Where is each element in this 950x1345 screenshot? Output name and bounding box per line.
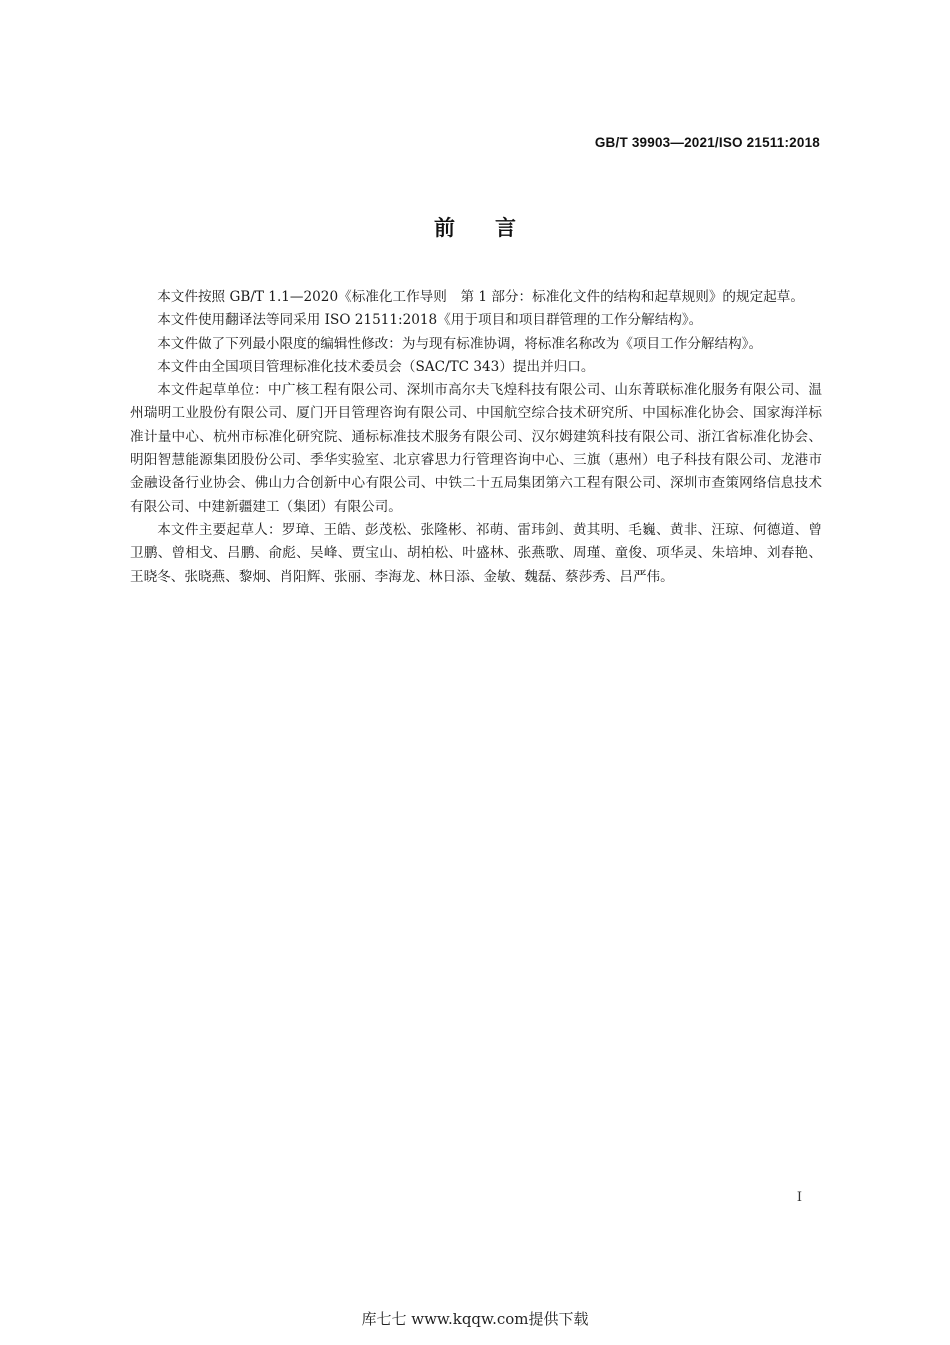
download-footer: 库七七 www.kqqw.com提供下载 [361,1310,589,1328]
paragraph-drafting-rules: 本文件按照 GB/T 1.1—2020《标准化工作导则 第 1 部分：标准化文件的结构和起草规则》的规定起草。 [157,289,804,305]
paragraph-editorial-changes: 本文件做了下列最小限度的编辑性修改：为与现有标准协调，将标准名称改为《项目工作分解结构》。 [157,335,763,352]
page-title: 前言 [434,216,556,240]
page-number: I [796,1190,802,1205]
standard-code: GB/T 39903—2021/ISO 21511:2018 [594,135,820,150]
paragraph-proposer: 本文件由全国项目管理标准化技术委员会（SAC/TC 343）提出并归口。 [157,358,595,375]
paragraph-adoption: 本文件使用翻译法等同采用 ISO 21511:2018《用于项目和项目群管理的工作分解结构》。 [157,312,703,329]
paragraph-drafting-units: 本文件起草单位：中广核工程有限公司、深圳市高尔夫飞煌科技有限公司、山东菁联标准化服务有限公司、温州瑞明工业股份有限公司、厦门开目管理咨询有限公司、中国航空综合技术研究所、中国标准化协会、国家海洋标准计量中心、杭州市标准化研究院、通标标准技术服务有限公司、汉尔姆建筑科技有限公司、浙江省标准化协会、明阳智慧能源集团股份公司、季华实验室、北京睿思力行管理咨询中心、三旗（惠州）电子科技有限公司、龙港市金融设备行业协会、佛山力合创新中心有限公司、中铁二十五局集团第六工程有限公司、深圳市查策网络信息技术有限公司、中建新疆建工（集团）有限公司。 [130,382,822,515]
preface-body [130,286,822,589]
paragraph-drafters: 本文件主要起草人：罗璋、王皓、彭茂松、张隆彬、祁萌、雷玮剑、黄其明、毛巍、黄非、汪琼、何德道、曾卫鹏、曾相戈、吕鹏、俞彪、吴峰、贾宝山、胡柏松、叶盛林、张燕歌、周瑾、童俊、项华灵、朱培坤、刘春艳、王晓冬、张晓燕、黎炯、肖阳辉、张丽、李海龙、林日添、金敏、魏磊、蔡莎秀、吕严伟。 [130,521,822,585]
